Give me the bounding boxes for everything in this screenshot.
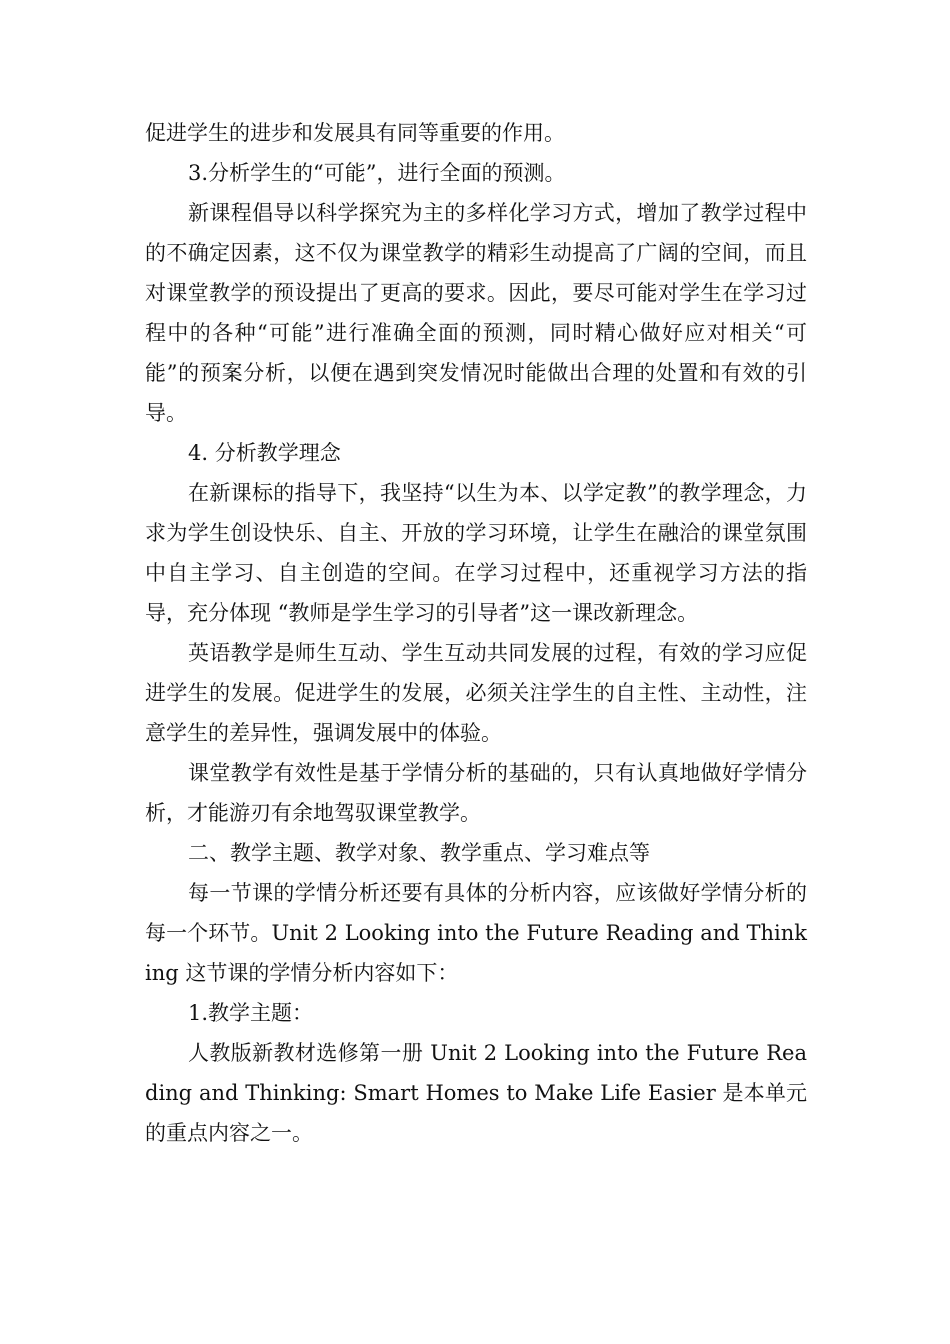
paragraph-body: 人教版新教材选修第一册 Unit 2 Looking into the Future Reading and Thinking: Smart Homes to Make Life Easier 是本单元的重点内容之一。 [145,1041,807,1145]
paragraph-body: 每一节课的学情分析还要有具体的分析内容，应该做好学情分析的每一个环节。Unit 2 Looking into the Future Reading and Thinking 这节课的学情分析内容如下： [145,881,807,985]
subsection-heading-1: 1.教学主题： [188,1001,314,1025]
paragraph-body: 在新课标的指导下，我坚持“以生为本、以学定教”的教学理念，力求为学生创设快乐、自主、开放的学习环境，让学生在融洽的课堂氛围中自主学习、自主创造的空间。在学习过程中，还重视学习方法的指导，充分体现 “教师是学生学习的引导者”这一课改新理念。 [145,481,807,625]
paragraph-body: 英语教学是师生互动、学生互动共同发展的过程，有效的学习应促进学生的发展。促进学生的发展，必须关注学生的自主性、主动性，注意学生的差异性，强调发展中的体验。 [145,641,807,745]
chapter-heading-2: 二、教学主题、教学对象、教学重点、学习难点等 [188,841,650,865]
section-heading-3: 3.分析学生的“可能”，进行全面的预测。 [188,161,566,185]
document-page [145,113,807,1153]
paragraph-continuation: 促进学生的进步和发展具有同等重要的作用。 [145,121,565,145]
section-heading-4: 4. 分析教学理念 [188,441,341,465]
paragraph-body: 新课程倡导以科学探究为主的多样化学习方式，增加了教学过程中的不确定因素，这不仅为课堂教学的精彩生动提高了广阔的空间，而且对课堂教学的预设提出了更高的要求。因此，要尽可能对学生在学习过程中的各种“可能”进行准确全面的预测，同时精心做好应对相关“可能”的预案分析，以便在遇到突发情况时能做出合理的处置和有效的引导。 [145,201,807,425]
paragraph-body: 课堂教学有效性是基于学情分析的基础的，只有认真地做好学情分析，才能游刃有余地驾驭课堂教学。 [145,761,807,825]
